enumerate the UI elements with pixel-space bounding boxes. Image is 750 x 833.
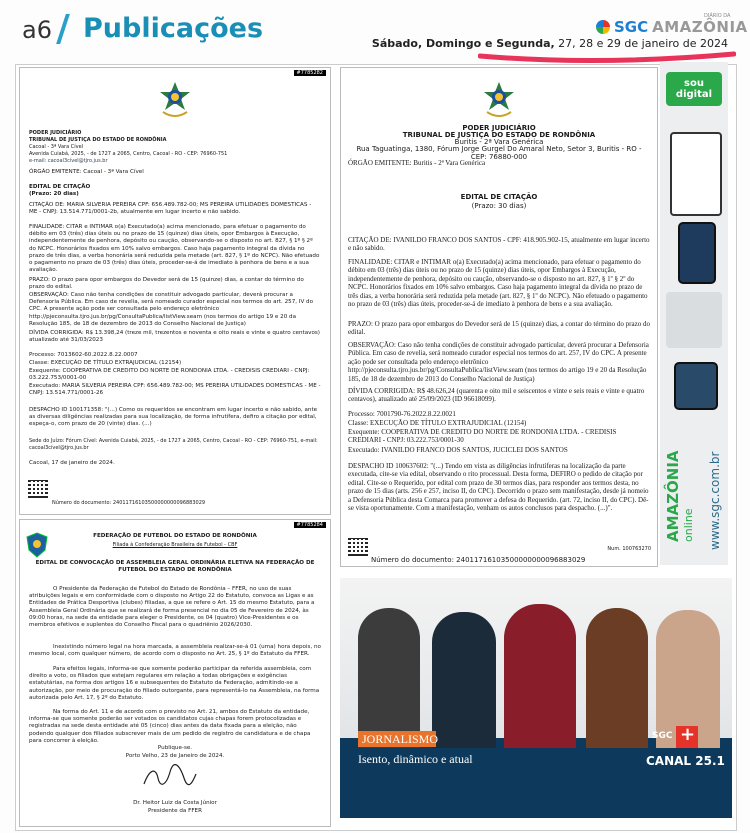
classe: Classe: EXECUÇÃO DE TÍTULO EXTRAJUDICIAL (12154) xyxy=(29,360,182,366)
logo-sgc: SGC xyxy=(614,18,649,36)
ad-slogan: Isento, dinâmico e atual xyxy=(358,752,473,766)
brasao-icon xyxy=(481,80,517,120)
observacao: OBSERVAÇÃO: Caso não tenha condições de constituir advogado particular, deverá procurar a Defensoria Pública. Em caso de revelia, será nomeado curador especial nos termos do art. 257, IV do CPC. A presente ação pode ser consultada pelo endereço eletrônico http://pjeconsulta.tjro.jus.br/pg/ConsultaPublica/listView.seam (nos termos do artigo 19 e 20 da Resolução 185, de 18 de dezembro de 2013 do Conselho Nacional de Justiça) xyxy=(348,341,649,383)
side-ad-branding xyxy=(660,432,728,562)
page-header xyxy=(0,0,750,62)
court-line-3: Cacoal - 3ª Vara Cível xyxy=(29,144,84,150)
edital-title: EDITAL DE CONVOCAÇÃO DE ASSEMBLEIA GERAL ORDINÁRIA ELETIVA NA FEDERAÇÃO DE FUTEBOL DO ESTADO DE RONDÔNIA xyxy=(35,560,315,574)
finalidade: FINALIDADE: CITAR e INTIMAR o(a) Executado(a) acima mencionado, para efetuar o pagamento do débito em 03 (três) dias úteis ou no prazo de 15 (quinze) dias úteis, opor Embargos à Execução, independentemente de penhora, depósito ou caução, observando-se o disposto no art. 827, § 1º § 2º do NCPC. Honorários fixados em 10% salvo embargos. Caso haja pagamento integral da dívida no prazo de três dias, a verba honorária será reduzida pela metade (art. 827, § 1º do NCPC). Não efetuado o pagamento no prazo de 03 (três) dias úteis, proceder-se-á de imediato à penhora de bens e a sua avaliação. xyxy=(348,258,648,309)
paragraph-4: Na forma do Art. 11 e de acordo com o previsto no Art. 21, ambos do Estatuto da entidade, informa-se que somente poderão ser votados os candidatos cujas chapas forem protocolizadas e registradas na sede desta entidade até 05 (cinco) dias antes da data fixada para a eleição, não podendo qualquer dos filiados subscrever mais de um pedido de registro de candidatura e de chapa para concorrer à eleição. xyxy=(29,709,311,744)
orgao-emitente: ÓRGÃO EMITENTE: Buritis - 2ª Vara Genérica xyxy=(348,159,486,167)
page-number: a6 xyxy=(22,16,52,44)
side-url[interactable]: www.sgc.com.br xyxy=(708,451,722,550)
phone-image xyxy=(678,222,716,284)
exequente: Exequente: COOPERATIVA DE CREDITO DO NORTE DE RONDONIA LTDA. - CREDISIS CREDIARI - CNPJ: 03.222.753/0001-30 xyxy=(348,428,617,445)
canal-label: CANAL 25.1 xyxy=(646,754,725,768)
processo: Processo: 7013602-60.2022.8.22.0007 xyxy=(29,352,138,358)
qr-code xyxy=(28,478,48,498)
edital-title: EDITAL DE CITAÇÃO xyxy=(460,193,538,201)
paragraph-2: Inexistindo número legal na hora marcada, a assembleia realizar-se-á 01 (uma) hora depois, no mesmo local, com qualquer número, de acordo com o disposto no Art. 25, § 1º do Estatuto da FFER. xyxy=(29,644,321,658)
divida: DÍVIDA CORRIGIDA: R$ 13.398,24 (treze mil, trezentos e noventa e oito reais e vinte e quatro centavos) atualizado até 31/03/2023 xyxy=(29,330,320,344)
edital-title: EDITAL DE CITAÇÃO xyxy=(29,184,91,190)
citacao: CITAÇÃO DE: MARIA SILVERIA PEREIRA CPF: 656.489.782-00; MS PEREIRA UTILIDADES DOMESTICAS - ME - CNPJ: 13.514.771/0001-2b, atualmente em lugar incerto e não sabido. xyxy=(29,202,312,216)
classe: Classe: EXECUÇÃO DE TÍTULO EXTRAJUDICIAL (12154) xyxy=(348,419,527,427)
signer-role: Presidente da FFER xyxy=(148,808,202,814)
person-1 xyxy=(358,608,420,748)
divida: DÍVIDA CORRIGIDA: R$ 48.626,24 (quarenta e oito mil e seiscentos e vinte e seis reais e vinte e quatro centavos), atualizado até 25/09/2023 (ID 96618099). xyxy=(348,387,645,404)
local-data: Porto Velho, 23 de Janeiro de 2024. xyxy=(125,753,225,759)
person-4 xyxy=(586,608,648,748)
edital-ffer xyxy=(19,519,331,827)
logo-name: AMAZÔNIA xyxy=(652,18,748,36)
bottom-advertisement[interactable] xyxy=(340,578,732,818)
jornalismo-label: JORNALISMO xyxy=(362,732,439,746)
despacho: DESPACHO ID 100637602: "(...) Tendo em vista as diligências infrutíferas na localização da parte executada, cite-se via edital, observando o rito processual. Desta forma, DEFIRO o pedido de citação por edital. Cite-se o Requerido, por edital com prazo de 30 termos dias, para responder aos termos desta, no prazo de 15 dias (arts. 256 e 257, inciso II, do CPC). Decorrido o prazo sem manifestação, desde já nomeio a Defensoria Pública desta Comarca para promover a defesa do Requerido. (art. 72, inciso II, do CPC). Dê-se vista oportunamente. Com a manifestação, venham os autos conclusos para despacho. (...)". xyxy=(348,462,649,513)
court-line-2: TRIBUNAL DE JUSTIÇA DO ESTADO DE RONDÔNIA xyxy=(402,131,596,139)
paragraph-1: O Presidente da Federação de Futebol do Estado de Rondônia – FFER, no uso de suas atribuições legais e em conformidade com o disposto no Artigo 22 do Estatuto, convoca as Ligas e as Entidades de Prática Desportiva (clubes) filiadas, a que se refere o Art. 15 do mesmo Estatuto, para a Assembleia Geral Ordinária que se realizará de forma presencial no dia 05 de Fevereiro de 2024, às 09:00 horas, na sede da entidade para eleger o Presidente, os 04 (quatro) Vice-Presidentes e os membros efetivos e suplentes do Conselho Fiscal para o quadriênio 2026/2030. xyxy=(29,586,315,629)
citacao: CITAÇÃO DE: IVANILDO FRANCO DOS SANTOS - CPF: 418.905.902-15, atualmente em lugar incerto e não sabido. xyxy=(348,236,650,253)
sgc-logo-icon xyxy=(596,20,610,34)
processo: Processo: 7001790-76.2022.8.22.0021 xyxy=(348,410,456,418)
sgc-label: SGC xyxy=(652,731,673,741)
prazo-paragraph: PRAZO: O prazo para opor embargos do Devedor será de 15 (quinze) dias, a contar do término do prazo do edital. xyxy=(29,277,304,291)
signature-icon xyxy=(140,764,200,790)
observacao: OBSERVAÇÃO: Caso não tenha condições de constituir advogado particular, deverá procurar a Defensoria Pública. Em caso de revelia, será nomeado curador especial nos termos do art. 257, IV do CPC. A presente ação pode ser consultada pelo endereço eletrônico http://pjeconsulta.tjro.jus.br/pg/ConsultaPublica/listView.seam (nos termos do artigo 19 e 20 da Resolução 185, de 18 de dezembro de 2013 do Conselho Nacional de Justiça) xyxy=(29,292,314,327)
court-line-1: PODER JUDICIÁRIO xyxy=(29,130,82,136)
local-data: Cacoal, 17 de janeiro de 2024. xyxy=(29,460,115,466)
laptop-image xyxy=(666,292,722,348)
org-filiada: Filiada à Confederação Brasileira de Futebol - CBF xyxy=(112,542,238,548)
signer-name: Dr. Heitor Luiz da Costa Júnior xyxy=(133,800,217,806)
date-dates: 27, 28 e 29 de janeiro de 2024 xyxy=(554,37,728,50)
side-amazonia: AMAZÔNIA xyxy=(664,450,682,542)
court-line-3: Buritis - 2ª Vara Genérica xyxy=(454,138,544,146)
doc-tag: #7785284 xyxy=(294,522,326,528)
qr-code xyxy=(348,536,368,556)
side-online: online xyxy=(682,508,695,542)
date-days: Sábado, Domingo e Segunda, xyxy=(371,37,555,50)
edital-prazo: (Prazo: 30 dias) xyxy=(471,202,527,210)
person-2 xyxy=(432,612,496,748)
plus-glyph: + xyxy=(680,724,696,745)
orgao-emitente: ÓRGÃO EMITENTE: Cacoal - 3ª Vara Cível xyxy=(29,169,144,175)
org-name: FEDERAÇÃO DE FUTEBOL DO ESTADO DE RONDÔNIA xyxy=(93,533,257,539)
edital-buritis xyxy=(340,67,658,567)
doc-tag: #7785282 xyxy=(294,70,326,76)
paragraph-3: Para efeitos legais, informa-se que somente poderão participar da referida assembleia, com direito a voto, os filiados que estejam regulares em relação a todas obrigações e exigências estatutárias, na forma dos artigos 16 e subsequentes do Estatuto da Federação, admitindo-se a autorização, por meio de procuração do filiado outorgante, para representá-lo na Assembleia, na forma autorizada pelo Art. 17, § 2º do Estatuto. xyxy=(29,666,320,701)
court-email: e-mail: cacoal3cível@tjro.jus.br xyxy=(29,158,108,164)
court-address: Rua Taguatinga, 1380, Fórum Jorge Gurgel Do Amaral Neto, Setor 3, Buritis - RO - CEP: 76880-000 xyxy=(356,145,642,162)
finalidade: FINALIDADE: CITAR e INTIMAR o(a) Executado(a) acima mencionado, para efetuar o pagamento do débito em 03 (três) dias úteis ou no prazo de 15 (quinze) dias úteis, opor Embargos à Execução, independentemente de penhora, depósito ou caução, observando-se o disposto no art. 827, § 1º § 2º do NCPC. Honorários fixados em 10% salvo embargos. Caso haja pagamento integral da dívida no prazo de três dias, a verba honorária será reduzida pela metade (art. 827, § 1º do NCPC). Não efetuado o pagamento no prazo de 03 (três) dias úteis, proceder-se-á de imediato à penhora de bens e a sua avaliação. xyxy=(29,224,320,274)
despacho: DESPACHO ID 100171358: "(...) Como os requeridos se encontram em lugar incerto e não sabido, ante as diversas diligências realizadas para sua localização, de forma infrutífera, defiro a citação por edital, espeça-o, com prazo de 20 (vinte) dias. (...) xyxy=(29,407,318,428)
newspaper-logo xyxy=(596,13,748,38)
doc-num: Num. 100763270 xyxy=(607,546,651,552)
edital-cacoal xyxy=(19,67,331,515)
edital-prazo: (Prazo: 20 dias) xyxy=(29,191,79,197)
doc-footer: Número do documento: 24011716103500000000096883029 xyxy=(52,500,206,506)
executado: Executado: IVANILDO FRANCO DOS SANTOS, JUCICLEI DOS SANTOS xyxy=(348,446,568,454)
person-3 xyxy=(504,604,576,748)
dateline xyxy=(372,37,728,50)
publique-se: Publique-se. xyxy=(157,745,193,751)
side-advertisement[interactable] xyxy=(660,62,728,565)
court-address: Avenida Cuiabá, 2025, - de 1727 a 2065, Centro, Cacoal - RO - CEP: 76960-751 xyxy=(29,151,228,157)
prazo-paragraph: PRAZO: O prazo para opor embargos do Devedor será de 15 (quinze) dias, a contar do término do prazo do edital. xyxy=(348,320,650,337)
phone-image-2 xyxy=(674,362,718,410)
exequente: Exequente: COOPERATIVA DE CREDITO DO NORTE DE RONDONIA LTDA. - CREDISIS CREDIARI - CNPJ: 03.222.753/0001-00 xyxy=(29,368,310,382)
executado: Executado: MARIA SILVERIA PEREIRA CPF: 656.489.782-00; MS PEREIRA UTILIDADES DOMESTICAS - ME - CNPJ: 13.514.771/0001-26 xyxy=(29,383,321,397)
tablet-image xyxy=(670,132,722,216)
sede-juizo: Sede do Juízo: Fórum Cível: Avenida Cuiabá, 2025, - de 1727 a 2065, Centro, Cacoal - RO - CEP: 76960-751, e-mail: cacoal3cível@tjro.jus.br xyxy=(29,438,318,451)
sou-digital-text: sou digital xyxy=(675,78,713,100)
header-slash xyxy=(56,14,70,44)
court-line-1: PODER JUDICIÁRIO xyxy=(462,124,536,132)
court-line-2: TRIBUNAL DE JUSTIÇA DO ESTADO DE RONDÔNIA xyxy=(29,137,167,143)
doc-footer: Número do documento: 24011716103500000000096883029 xyxy=(371,556,586,564)
section-title: Publicações xyxy=(83,13,264,44)
logo-sub: DIÁRIO DA xyxy=(704,13,731,19)
brasao-icon xyxy=(157,80,193,120)
